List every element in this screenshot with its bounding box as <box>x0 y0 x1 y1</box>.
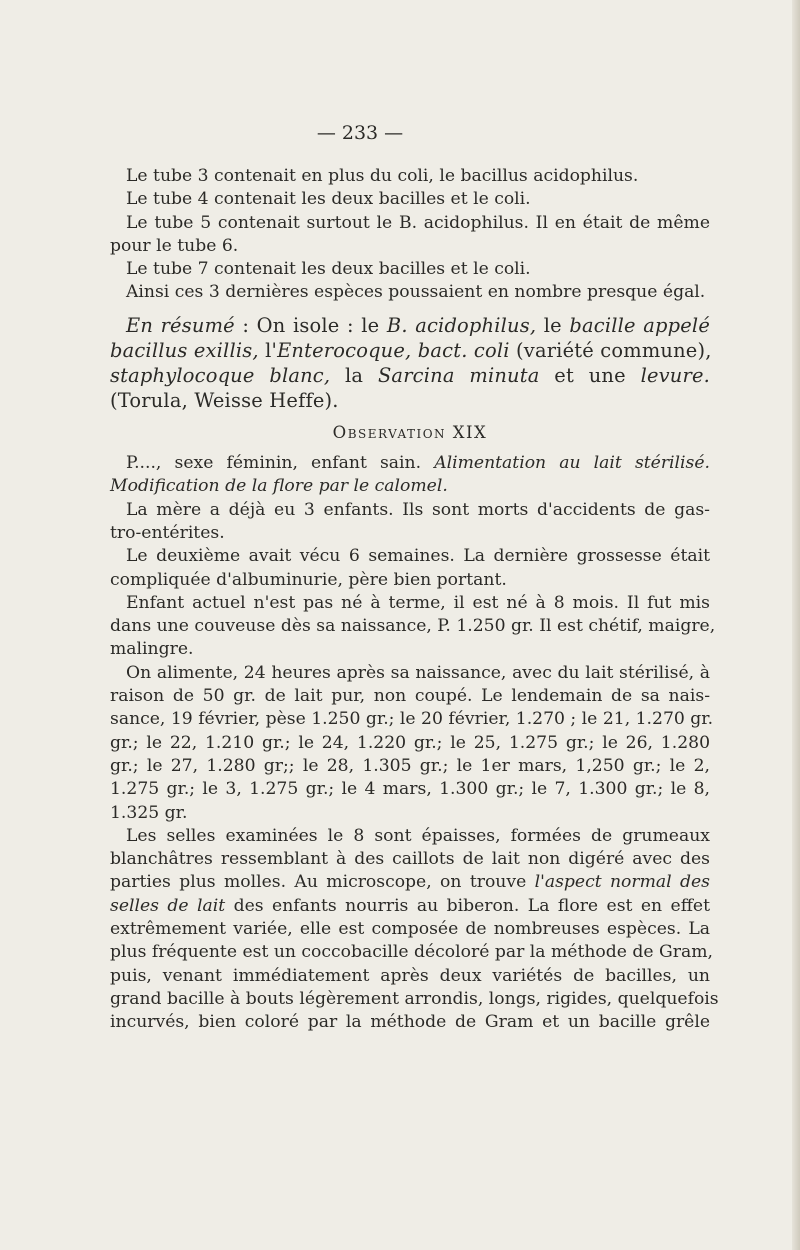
diet-title: Alimentation au lait stérilisé. <box>434 453 711 474</box>
text-line: La mère a déjà eu 3 enfants. Ils sont morts d'accidents de gas- <box>126 499 710 520</box>
text-span: l' <box>258 338 278 362</box>
page-body <box>110 165 719 1035</box>
text-line: malingre. <box>110 639 194 660</box>
text-span: la <box>330 363 378 387</box>
species-name: bacillus exillis, <box>110 338 259 362</box>
species-name: staphylocoque blanc, <box>110 363 331 387</box>
text-line: 1.325 gr. <box>110 802 188 823</box>
text-line: Le tube 4 contenait les deux bacilles et le coli. <box>126 189 531 210</box>
text-line: blanchâtres ressemblant à des caillots de lait non digéré avec des <box>110 849 710 870</box>
observation-title: Observation XIX <box>332 422 488 442</box>
text-line: gr.; le 22, 1.210 gr.; le 24, 1.220 gr.; le 25, 1.275 gr.; le 26, 1.280 <box>110 732 710 753</box>
text-line: On alimente, 24 heures après sa naissance, avec du lait stérilisé, à <box>126 662 710 683</box>
text-line: Le tube 5 contenait surtout le B. acidophilus. Il en était de même <box>126 212 710 233</box>
species-name: Enterocoque, bact. coli <box>277 338 510 362</box>
text-line <box>110 895 710 918</box>
text-line: 1.275 gr.; le 3, 1.275 gr.; le 4 mars, 1.300 gr.; le 7, 1.300 gr.; le 8, <box>110 779 710 800</box>
summary-line: (Torula, Weisse Heffe). <box>110 388 339 412</box>
species-name: levure. <box>640 363 710 387</box>
species-name: bacille appelé <box>569 313 710 337</box>
page-edge <box>792 0 800 1250</box>
text-line: incurvés, bien coloré par la méthode de Gram et un bacille grêle <box>110 1012 710 1033</box>
text-line: plus fréquente est un coccobacille décoloré par la méthode de Gram, <box>110 942 713 963</box>
diet-subtitle: Modification de la flore par le calomel. <box>110 476 448 497</box>
emphasis: selles de lait <box>110 895 226 916</box>
text-line: Les selles examinées le 8 sont épaisses, formées de grumeaux <box>126 825 710 846</box>
text-line: gr.; le 27, 1.280 gr;; le 28, 1.305 gr.; le 1er mars, 1,250 gr.; le 2, <box>110 755 710 776</box>
text-span: le <box>536 313 570 337</box>
text-line <box>110 871 710 894</box>
summary-heading: En résumé <box>126 313 235 337</box>
text-line: tro-entérites. <box>110 522 225 543</box>
text-span: des enfants nourris au biberon. La flore est en effet <box>225 895 710 916</box>
text-line: raison de 50 gr. de lait pur, non coupé. Le lendemain de sa nais- <box>110 686 710 707</box>
observation-heading <box>110 421 710 444</box>
text-line: Le deuxième avait vécu 6 semaines. La dernière grossesse était <box>126 546 710 567</box>
text-span: parties plus molles. Au microscope, on trouve <box>110 872 535 893</box>
emphasis: l'aspect normal des <box>534 872 710 893</box>
text-span: (variété commune), <box>509 338 712 362</box>
text-line: Enfant actuel n'est pas né à terme, il est né à 8 mois. Il fut mis <box>126 592 710 613</box>
species-name: Sarcina minuta <box>377 363 540 387</box>
page-number: — 233 — <box>316 122 404 144</box>
text-line: compliquée d'albuminurie, père bien portant. <box>110 569 507 590</box>
summary-line <box>110 313 710 338</box>
text-line: Ainsi ces 3 dernières espèces poussaient en nombre presque égal. <box>126 282 706 303</box>
text-line: pour le tube 6. <box>110 235 239 256</box>
summary-line <box>110 338 710 363</box>
text-span: : On isole : le <box>234 313 387 337</box>
text-line: puis, venant immédiatement après deux variétés de bacilles, un <box>110 965 710 986</box>
summary-line <box>110 363 710 388</box>
text-line: Le tube 3 contenait en plus du coli, le bacillus acidophilus. <box>126 166 639 186</box>
text-span: P...., sexe féminin, enfant sain. <box>126 453 435 474</box>
obs-intro-line <box>110 475 710 498</box>
species-name: B. acidophilus, <box>386 313 537 337</box>
obs-intro-line <box>110 452 710 475</box>
text-span: et une <box>539 363 641 387</box>
text-line: extrêmement variée, elle est composée de nombreuses espèces. La <box>110 919 710 940</box>
text-line: Le tube 7 contenait les deux bacilles et le coli. <box>126 259 531 280</box>
text-line: sance, 19 février, pèse 1.250 gr.; le 20 février, 1.270 ; le 21, 1.270 gr. <box>110 709 714 730</box>
text-line: grand bacille à bouts légèrement arrondis, longs, rigides, quelquefois <box>110 988 719 1009</box>
text-line: dans une couveuse dès sa naissance, P. 1.250 gr. Il est chétif, maigre, <box>110 616 716 637</box>
